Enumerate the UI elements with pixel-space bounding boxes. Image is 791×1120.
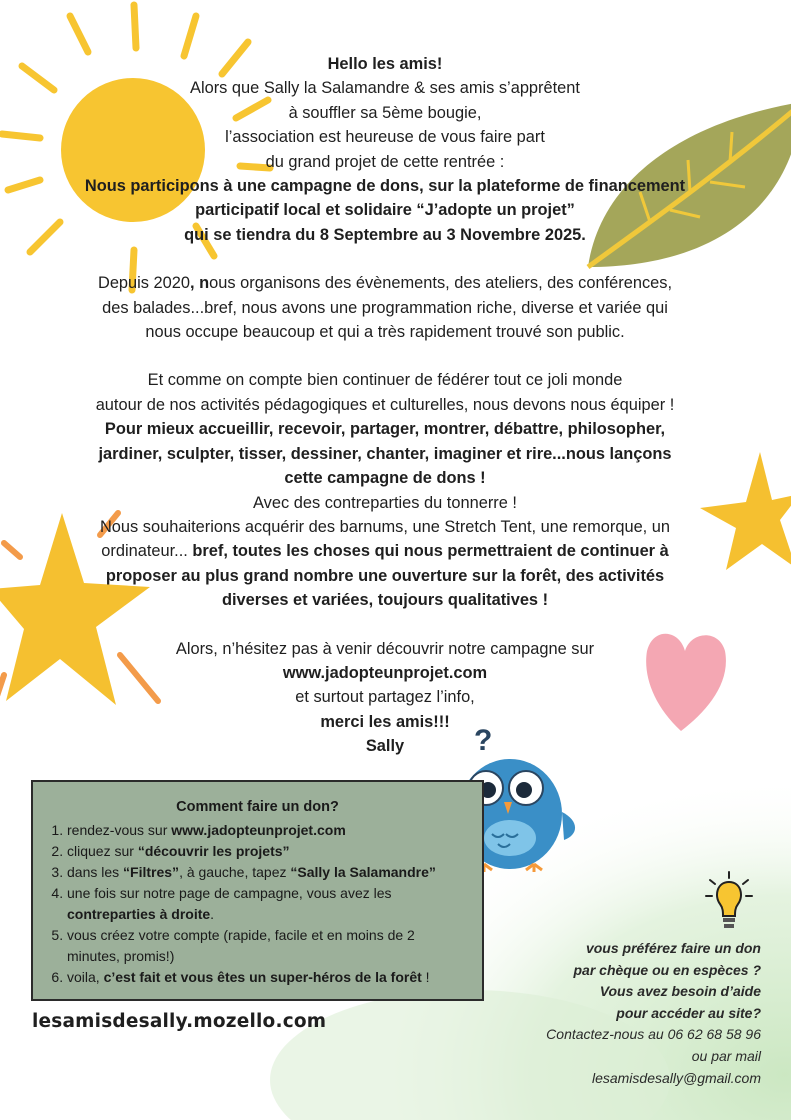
campaign-line: Nous participons à une campagne de dons, sur la plateforme de financement	[84, 177, 686, 196]
step-text: cliquez sur	[67, 843, 138, 859]
contact-email-link[interactable]: lesamisdesally@gmail.com	[591, 1069, 761, 1086]
closing-line: et surtout partagez l’info,	[295, 688, 475, 707]
step-bold: “Sally la Salamandre”	[290, 864, 436, 880]
history-line: nous occupe beaucoup et qui a très rapidement trouvé son public.	[145, 323, 625, 342]
step-text: .	[210, 906, 215, 922]
campaign-line: qui se tiendra du 8 Septembre au 3 Novembre 2025.	[184, 225, 586, 244]
contact-mail-intro: ou par mail	[691, 1047, 761, 1064]
howto-step	[67, 841, 468, 862]
wish-line: diverses et variées, toujours qualitatives !	[221, 591, 549, 610]
howto-step	[67, 925, 468, 967]
intro-line: du grand projet de cette rentrée :	[265, 152, 505, 171]
intro-line: à souffler sa 5ème bougie,	[288, 103, 482, 122]
step-text: une fois sur notre page de campagne, vous avez les	[67, 885, 392, 901]
wish-line	[40, 539, 730, 563]
history-line: des balades...bref, nous avons une programmation riche, diverse et variée qui	[102, 298, 668, 317]
contact-block	[461, 938, 761, 1089]
lightbulb-icon	[704, 870, 754, 934]
howto-step	[67, 820, 468, 841]
wish-normal: ordinateur...	[101, 542, 193, 561]
greeting: Hello les amis!	[327, 55, 443, 73]
step-text: !	[421, 969, 430, 985]
wish-line: Nous souhaiterions acquérir des barnums, une Stretch Tent, une remorque, un	[99, 517, 671, 536]
purpose-line: cette campagne de dons !	[284, 469, 486, 488]
howto-step	[67, 883, 468, 925]
howto-title: Comment faire un don?	[176, 799, 339, 815]
history-line	[40, 271, 730, 295]
wish-line: proposer au plus grand nombre une ouverture sur la forêt, des activités	[105, 566, 665, 585]
contact-question: Vous avez besoin d’aide	[599, 983, 761, 1000]
intro-line: Alors que Sally la Salamandre & ses amis s’apprêtent	[190, 79, 580, 98]
purpose-line: Pour mieux accueillir, recevoir, partager, montrer, débattre, philosopher,	[104, 420, 666, 439]
step-bold: “Filtres”	[123, 864, 180, 880]
wish-bold: bref, toutes les choses qui nous permettraient de continuer à	[192, 542, 669, 561]
step-bold: contreparties à droite	[67, 906, 211, 922]
intro-line: l’association est heureuse de vous faire part	[225, 128, 545, 147]
contact-phone[interactable]: Contactez-nous au 06 62 68 58 96	[546, 1026, 761, 1043]
thanks-line: merci les amis!!!	[320, 712, 450, 731]
question-mark: ?	[474, 724, 493, 757]
howto-step	[67, 967, 468, 988]
equip-line: autour de nos activités pédagogiques et culturelles, nous devons nous équiper !	[95, 395, 675, 414]
step-link[interactable]: www.jadopteunprojet.com	[171, 822, 346, 838]
history-year: Depuis 2020	[97, 274, 191, 293]
donation-howto-box	[31, 780, 484, 1001]
howto-steps	[33, 820, 482, 988]
contact-question: par chèque ou en espèces ?	[573, 961, 761, 978]
campaign-url-link[interactable]: www.jadopteunprojet.com	[282, 663, 488, 682]
step-text: dans les	[67, 864, 124, 880]
history-bold: , n	[190, 274, 210, 293]
website-link[interactable]: lesamisdesally.mozello.com	[32, 1011, 327, 1032]
step-text: rendez-vous sur	[67, 822, 172, 838]
contact-question: pour accéder au site?	[616, 1004, 761, 1021]
step-bold: c’est fait et vous êtes un super-héros de la forêt	[103, 969, 422, 985]
step-bold: “découvrir les projets”	[137, 843, 290, 859]
closing-line: Alors, n’hésitez pas à venir découvrir notre campagne sur	[175, 639, 595, 658]
equip-line: Et comme on compte bien continuer de fédérer tout ce joli monde	[147, 371, 623, 390]
contact-question: vous préférez faire un don	[585, 940, 761, 956]
step-text: vous créez votre compte (rapide, facile et en moins de 2 minutes, promis!)	[67, 927, 415, 964]
step-text: , à gauche, tapez	[179, 864, 291, 880]
letter-body	[40, 52, 730, 759]
step-text: voila,	[67, 969, 104, 985]
rewards-line: Avec des contreparties du tonnerre !	[253, 493, 517, 512]
howto-step	[67, 862, 468, 883]
signature: Sally	[365, 737, 405, 756]
purpose-line: jardiner, sculpter, tisser, dessiner, chanter, imaginer et rire...nous lançons	[98, 444, 672, 463]
campaign-line: participatif local et solidaire “J’adopte un projet”	[195, 201, 575, 220]
history-rest: ous organisons des évènements, des ateliers, des conférences,	[209, 274, 673, 293]
